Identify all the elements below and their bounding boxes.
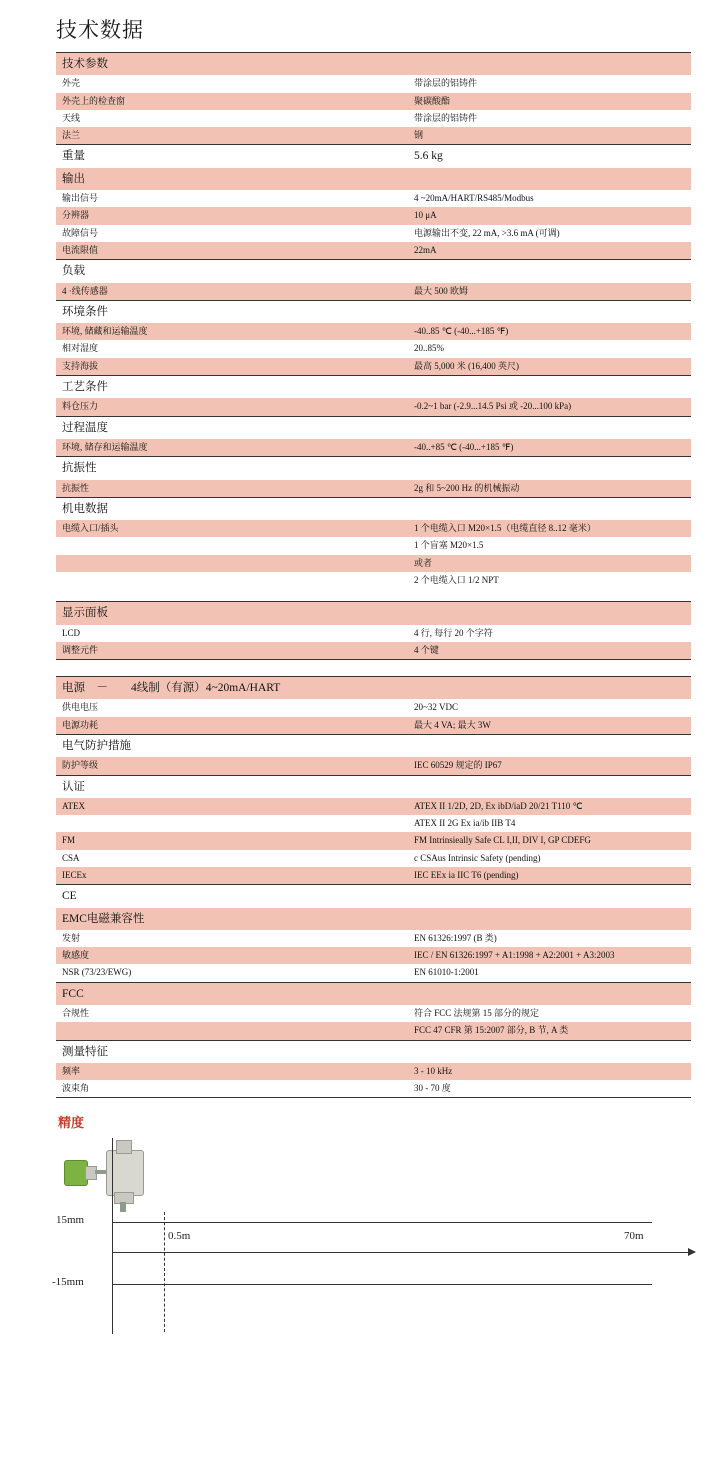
section-row xyxy=(56,908,691,930)
row-value xyxy=(408,168,691,190)
row-value: 3 - 10 kHz xyxy=(408,1063,691,1080)
spec-table xyxy=(56,52,691,1098)
row-value: 1 个盲塞 M20×1.5 xyxy=(408,537,691,554)
row-value: IEC / EN 61326:1997 + A1:1998 + A2:2001 + A3:2003 xyxy=(408,947,691,964)
row-label: 合规性 xyxy=(56,1005,408,1022)
table-row xyxy=(56,947,691,964)
spec-table-body xyxy=(56,53,691,1098)
section-row xyxy=(56,457,691,480)
section-row xyxy=(56,375,691,398)
row-label: ATEX xyxy=(56,798,408,815)
table-row xyxy=(56,642,691,660)
row-value xyxy=(408,457,691,480)
section-row xyxy=(56,602,691,625)
row-label xyxy=(56,815,408,832)
row-value xyxy=(408,375,691,398)
row-value: -40..+85 ℃ (-40...+185 ℉) xyxy=(408,439,691,457)
table-row xyxy=(56,225,691,242)
row-value: 22mA xyxy=(408,242,691,260)
row-label: 技术参数 xyxy=(56,53,408,76)
row-value: 2 个电缆入口 1/2 NPT xyxy=(408,572,691,589)
row-value: 4 行, 每行 20 个字符 xyxy=(408,625,691,642)
row-value: 最大 4 VA; 最大 3W xyxy=(408,717,691,735)
row-value: 1 个电缆入口 M20×1.5（电缆直径 8..12 毫米） xyxy=(408,520,691,537)
table-row xyxy=(56,93,691,110)
row-value: 2g 和 5~200 Hz 的机械振动 xyxy=(408,480,691,498)
row-label: 环境, 储存和运输温度 xyxy=(56,439,408,457)
table-row xyxy=(56,717,691,735)
table-row xyxy=(56,242,691,260)
table-row xyxy=(56,867,691,885)
row-label: 天线 xyxy=(56,110,408,127)
row-label: 电气防护措施 xyxy=(56,734,408,757)
section-row xyxy=(56,168,691,190)
row-label: 机电数据 xyxy=(56,497,408,520)
table-row xyxy=(56,323,691,340)
page-title: 技术数据 xyxy=(56,19,144,42)
row-value xyxy=(408,734,691,757)
row-label: 电缆入口/插头 xyxy=(56,520,408,537)
table-row xyxy=(56,930,691,947)
row-value: 电源输出不变, 22 mA, >3.6 mA (可调) xyxy=(408,225,691,242)
section-row xyxy=(56,677,691,700)
table-row xyxy=(56,1080,691,1098)
row-value xyxy=(408,982,691,1005)
table-row xyxy=(56,1005,691,1022)
section-row xyxy=(56,497,691,520)
row-label: 认证 xyxy=(56,775,408,798)
row-label xyxy=(56,1022,408,1040)
row-label: 重量 xyxy=(56,145,408,168)
row-label: 发射 xyxy=(56,930,408,947)
chart-y-axis xyxy=(112,1138,113,1334)
row-value xyxy=(408,677,691,700)
row-label: 料仓压力 xyxy=(56,398,408,416)
row-label: 调整元件 xyxy=(56,642,408,660)
section-row xyxy=(56,982,691,1005)
row-value: 5.6 kg xyxy=(408,145,691,168)
row-label: 环境条件 xyxy=(56,300,408,323)
row-label: 波束角 xyxy=(56,1080,408,1098)
row-value: ATEX II 2G Ex ia/ib IIB T4 xyxy=(408,815,691,832)
row-label: 抗振性 xyxy=(56,480,408,498)
row-label: NSR (73/23/EWG) xyxy=(56,964,408,982)
row-label: 电源功耗 xyxy=(56,717,408,735)
table-row xyxy=(56,1022,691,1040)
table-row xyxy=(56,815,691,832)
row-value: IEC 60529 规定的 IP67 xyxy=(408,757,691,775)
row-label: 支持海拔 xyxy=(56,358,408,376)
row-value xyxy=(408,775,691,798)
section-row xyxy=(56,416,691,439)
table-row xyxy=(56,757,691,775)
row-value: 聚碳酸酯 xyxy=(408,93,691,110)
table-row xyxy=(56,798,691,815)
chart-lower-band xyxy=(112,1284,652,1285)
row-value xyxy=(408,885,691,908)
row-label: 显示面板 xyxy=(56,602,408,625)
row-label: 输出 xyxy=(56,168,408,190)
row-value: -0.2~1 bar (-2.9...14.5 Psi 或 -20...100 kPa) xyxy=(408,398,691,416)
row-value: IEC EEx ia IIC T6 (pending) xyxy=(408,867,691,885)
row-value: 最高 5,000 米 (16,400 英尺) xyxy=(408,358,691,376)
section-row xyxy=(56,734,691,757)
row-label: 相对湿度 xyxy=(56,340,408,357)
row-label: 过程温度 xyxy=(56,416,408,439)
row-label: CSA xyxy=(56,850,408,867)
row-value: 带涂层的铝铸件 xyxy=(408,75,691,92)
row-label: 故障信号 xyxy=(56,225,408,242)
row-value: 20..85% xyxy=(408,340,691,357)
table-spacer xyxy=(56,589,691,602)
row-value xyxy=(408,300,691,323)
section-row xyxy=(56,260,691,283)
table-row xyxy=(56,625,691,642)
row-label: LCD xyxy=(56,625,408,642)
row-label: 敏感度 xyxy=(56,947,408,964)
row-value: c CSAus Intrinsic Safety (pending) xyxy=(408,850,691,867)
row-value: 或者 xyxy=(408,555,691,572)
chart-y-top-label: 15mm xyxy=(56,1214,85,1227)
row-value: 20~32 VDC xyxy=(408,699,691,716)
chart-far-label: 70m xyxy=(624,1230,644,1243)
row-label: 电流限值 xyxy=(56,242,408,260)
row-value: 10 μA xyxy=(408,207,691,224)
row-label: IECEx xyxy=(56,867,408,885)
table-row xyxy=(56,850,691,867)
row-value xyxy=(408,497,691,520)
row-value xyxy=(408,53,691,76)
section-row xyxy=(56,775,691,798)
row-label: 外壳上的检查窗 xyxy=(56,93,408,110)
row-label: EMC电磁兼容性 xyxy=(56,908,408,930)
row-value: EN 61010-1:2001 xyxy=(408,964,691,982)
table-row xyxy=(56,75,691,92)
row-label xyxy=(56,555,408,572)
row-label: 分辨器 xyxy=(56,207,408,224)
row-value: 钢 xyxy=(408,127,691,145)
table-row xyxy=(56,283,691,301)
row-value: 30 - 70 度 xyxy=(408,1080,691,1098)
chart-near-label: 0.5m xyxy=(168,1230,191,1243)
table-row xyxy=(56,398,691,416)
row-label xyxy=(56,537,408,554)
row-label xyxy=(56,572,408,589)
table-row xyxy=(56,537,691,554)
section-row xyxy=(56,1040,691,1063)
table-row xyxy=(56,832,691,849)
row-label: 工艺条件 xyxy=(56,375,408,398)
chart-near-range-marker xyxy=(164,1212,165,1332)
table-row xyxy=(56,699,691,716)
table-row xyxy=(56,190,691,207)
row-label: 抗振性 xyxy=(56,457,408,480)
row-value: ATEX II 1/2D, 2D, Ex ibD/iaD 20/21 T110 ℃ xyxy=(408,798,691,815)
row-value xyxy=(408,416,691,439)
table-row xyxy=(56,480,691,498)
section-row xyxy=(56,885,691,908)
table-row xyxy=(56,572,691,589)
chart-axis-arrow xyxy=(688,1248,696,1256)
row-value: 符合 FCC 法规第 15 部分的规定 xyxy=(408,1005,691,1022)
chart-upper-band xyxy=(112,1222,652,1223)
table-row xyxy=(56,520,691,537)
section-row xyxy=(56,300,691,323)
row-label: FM xyxy=(56,832,408,849)
table-row xyxy=(56,110,691,127)
section-row xyxy=(56,145,691,168)
row-value xyxy=(408,602,691,625)
table-row xyxy=(56,1063,691,1080)
row-value: FCC 47 CFR 第 15:2007 部分, B 节, A 类 xyxy=(408,1022,691,1040)
row-label: 外壳 xyxy=(56,75,408,92)
row-label: 负载 xyxy=(56,260,408,283)
row-label: 频率 xyxy=(56,1063,408,1080)
table-row xyxy=(56,358,691,376)
chart-y-bottom-label: -15mm xyxy=(52,1276,84,1289)
row-label: 4 ·线传感器 xyxy=(56,283,408,301)
row-value: 4 个键 xyxy=(408,642,691,660)
row-value: 最大 500 欧姆 xyxy=(408,283,691,301)
accuracy-chart-title: 精度 xyxy=(58,1115,85,1131)
row-value: EN 61326:1997 (B 类) xyxy=(408,930,691,947)
row-label: 测量特征 xyxy=(56,1040,408,1063)
row-value xyxy=(408,260,691,283)
row-label: FCC xyxy=(56,982,408,1005)
row-label: CE xyxy=(56,885,408,908)
section-row xyxy=(56,53,691,76)
row-value: 4 ~20mA/HART/RS485/Modbus xyxy=(408,190,691,207)
chart-center-line xyxy=(112,1252,692,1253)
row-value xyxy=(408,908,691,930)
table-row xyxy=(56,555,691,572)
row-label: 法兰 xyxy=(56,127,408,145)
row-value: -40..85 ℃ (-40...+185 ℉) xyxy=(408,323,691,340)
table-gap xyxy=(56,660,691,677)
device-top-cap xyxy=(116,1140,132,1154)
device-antenna xyxy=(120,1202,126,1212)
row-label: 输出信号 xyxy=(56,190,408,207)
row-label: 电源 － 4线制（有源）4~20mA/HART xyxy=(56,677,408,700)
row-value: FM Intrinsieally Safe CL I,II, DIV I, GP CDEFG xyxy=(408,832,691,849)
row-value: 带涂层的铝铸件 xyxy=(408,110,691,127)
row-label: 环境, 储藏和运输温度 xyxy=(56,323,408,340)
row-label: 防护等级 xyxy=(56,757,408,775)
table-row xyxy=(56,207,691,224)
row-value xyxy=(408,1040,691,1063)
table-row xyxy=(56,340,691,357)
table-row xyxy=(56,964,691,982)
row-label: 供电电压 xyxy=(56,699,408,716)
table-row xyxy=(56,127,691,145)
table-row xyxy=(56,439,691,457)
accuracy-chart xyxy=(52,1112,696,1342)
